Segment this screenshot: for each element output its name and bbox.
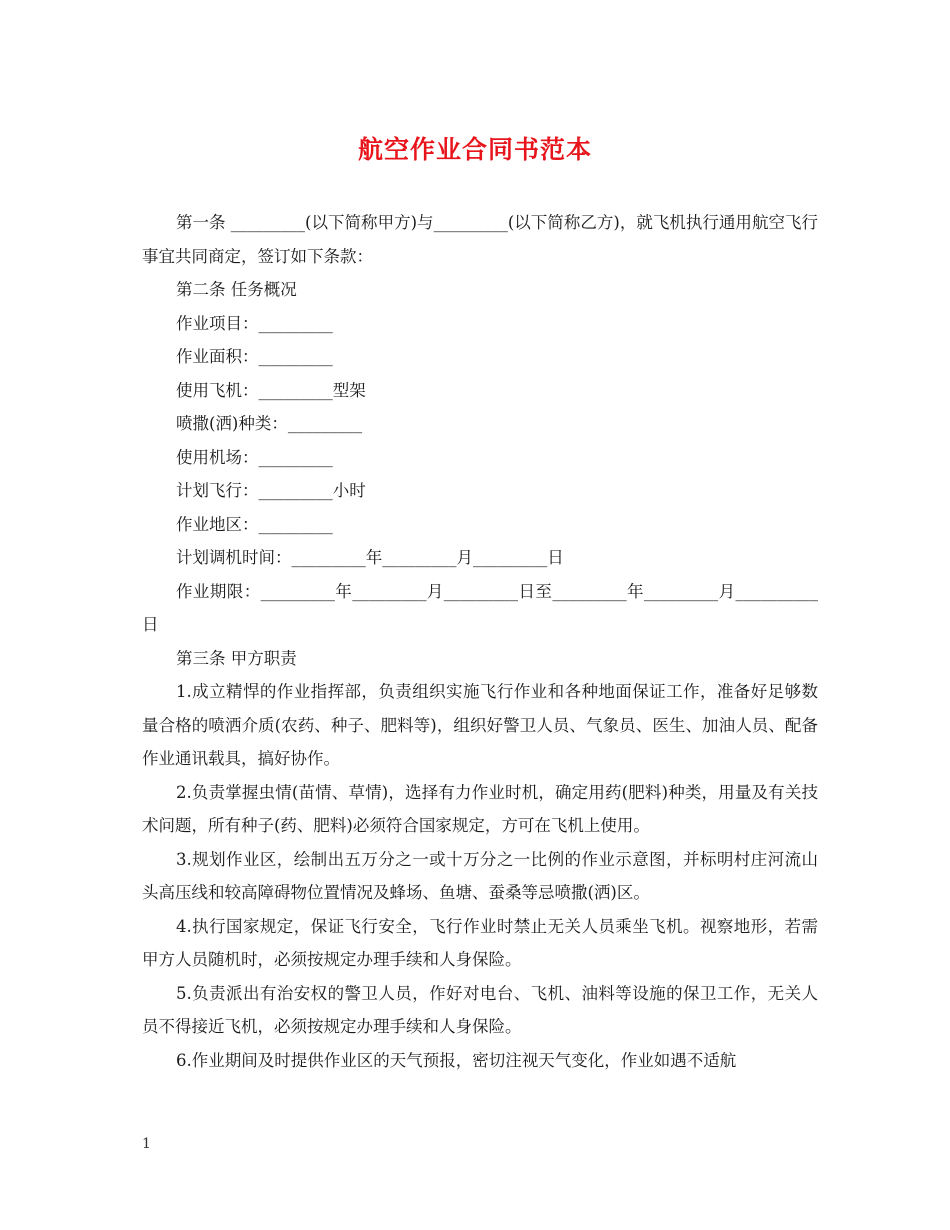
clause-4: 4.执行国家规定，保证飞行安全，飞行作业时禁止无关人员乘坐飞机。视察地形，若需甲方人员随机时，必须按规定办理手续和人身保险。 xyxy=(142,916,818,969)
field-area: 作业面积：_________ xyxy=(176,347,333,366)
clause-3: 3.规划作业区，绘制出五万分之一或十万分之一比例的作业示意图，并标明村庄河流山头高压线和较高障碍物位置情况及蜂场、鱼塘、蚕桑等忌喷撒(洒)区。 xyxy=(142,849,818,902)
field-work-period: 作业期限：_________年_________月_________日至_________年_________月__________日 xyxy=(142,581,818,634)
clause-2: 2.负责掌握虫情(苗情、草情)，选择有力作业时机，确定用药(肥料)种类，用量及有关技术问题，所有种子(药、肥料)必须符合国家规定，方可在飞机上使用。 xyxy=(142,782,818,835)
field-planned-flight: 计划飞行：_________小时 xyxy=(176,481,366,500)
clause-5: 5.负责派出有治安权的警卫人员，作好对电台、飞机、油料等设施的保卫工作，无关人员不得接近飞机，必须按规定办理手续和人身保险。 xyxy=(142,983,818,1036)
field-region: 作业地区：_________ xyxy=(176,514,333,534)
clause-1: 1.成立精悍的作业指挥部，负责组织实施飞行作业和各种地面保证工作，准备好足够数量合格的喷洒介质(农药、种子、肥料等)，组织好警卫人员、气象员、医生、加油人员、配备作业通讯载具，搞好协作。 xyxy=(142,682,818,768)
document-body xyxy=(142,206,818,1077)
page-number: 1 xyxy=(142,1136,151,1152)
field-transfer-time: 计划调机时间：_________年_________月_________日 xyxy=(176,548,564,567)
heading-article-2: 第二条 任务概况 xyxy=(176,280,297,299)
clause-6: 6.作业期间及时提供作业区的天气预报，密切注视天气变化，作业如遇不适航 xyxy=(176,1050,737,1070)
field-project: 作业项目：_________ xyxy=(176,313,333,333)
paragraph-article-1: 第一条 _________(以下简称甲方)与_________(以下简称乙方)，就飞机执行通用航空飞行事宜共同商定，签订如下条款： xyxy=(142,213,818,266)
field-airport: 使用机场：_________ xyxy=(176,447,333,467)
field-spray-type: 喷撒(洒)种类：_________ xyxy=(176,414,363,433)
document-title: 航空作业合同书范本 xyxy=(357,135,592,164)
heading-article-3: 第三条 甲方职责 xyxy=(176,648,297,668)
field-aircraft: 使用飞机：_________型架 xyxy=(176,380,366,400)
